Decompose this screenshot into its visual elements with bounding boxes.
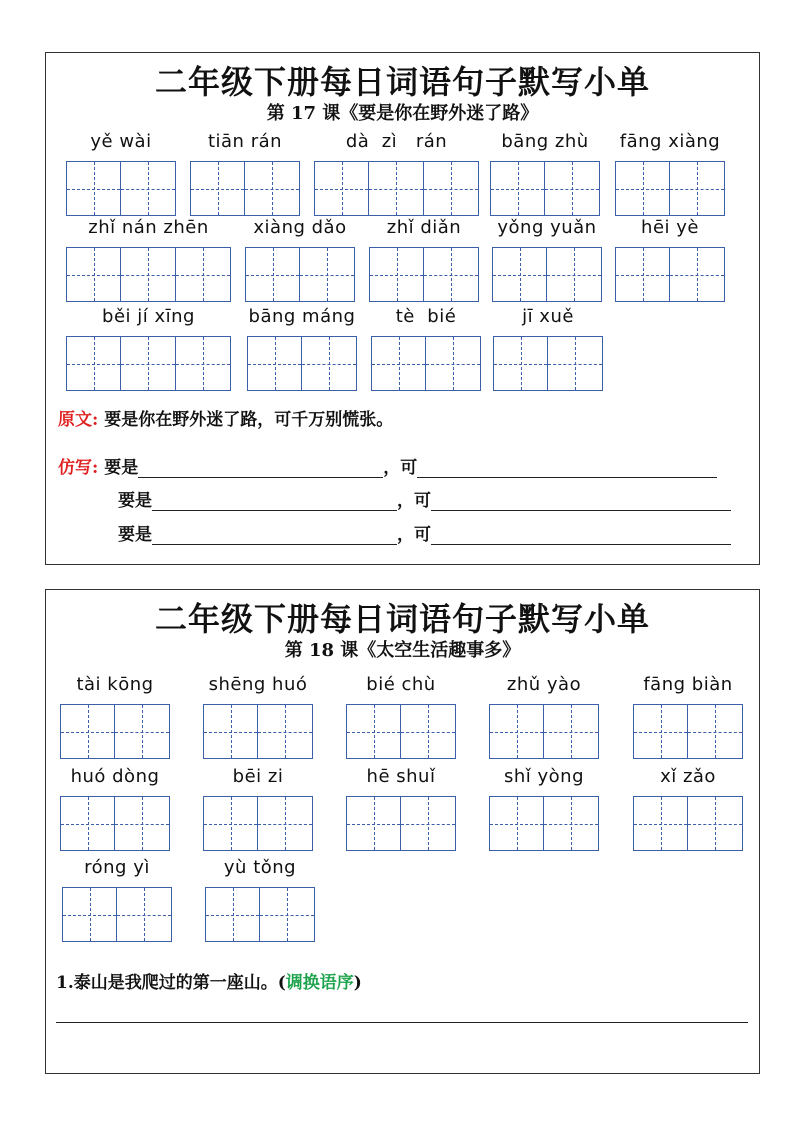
imitate-start: 要是 [118,491,152,511]
answer-blank[interactable] [138,459,383,478]
tianzige-grid[interactable] [346,704,456,759]
lesson-title: 第 17 课《要是你在野外迷了路》 [266,103,539,124]
pinyin-label: shǐ yòng [503,766,584,787]
pinyin-label: tè bié [395,306,457,327]
pinyin-label: zhǔ yào [506,674,582,695]
worksheet-title: 二年级下册每日词语句子默写小单 [154,600,650,638]
original-label: 原文: [58,410,99,430]
pinyin-label: dà zì rán [345,131,448,152]
pinyin-label: fāng biàn [643,674,733,695]
pinyin-label: yù tǒng [223,857,297,878]
tianzige-grid[interactable] [489,796,599,851]
imitate-mid: ，可 [397,491,431,511]
pinyin-label: tiān rán [207,131,283,152]
tianzige-grid[interactable] [190,161,300,216]
pinyin-label: bēi zi [232,766,284,787]
original-sentence [58,405,393,430]
tianzige-grid[interactable] [369,247,479,302]
worksheet-title: 二年级下册每日词语句子默写小单 [154,63,650,101]
tianzige-grid[interactable] [203,704,313,759]
answer-blank[interactable] [417,459,717,478]
pinyin-label: xiàng dǎo [253,217,347,238]
tianzige-grid[interactable] [633,796,743,851]
answer-blank[interactable] [431,526,731,545]
question-text: 1.泰山是我爬过的第一座山。( [56,973,286,993]
pinyin-label: yǒng yuǎn [497,217,597,238]
tianzige-grid[interactable] [66,247,231,302]
original-text: 要是你在野外迷了路，可千万别慌张。 [104,410,394,430]
worksheet-card-lesson-17 [45,52,760,565]
pinyin-label: róng yì [84,857,150,878]
pinyin-label: bāng zhù [501,131,589,152]
pinyin-label: xǐ zǎo [660,766,716,787]
pinyin-label: yě wài [90,131,152,152]
tianzige-grid[interactable] [205,887,315,942]
tianzige-grid[interactable] [492,247,602,302]
tianzige-grid[interactable] [493,336,603,391]
question [56,968,362,993]
imitate-row [118,520,731,545]
tianzige-grid[interactable] [247,336,357,391]
imitate-mid: ，可 [383,458,418,478]
imitate-label: 仿写: [58,458,99,478]
tianzige-grid[interactable] [66,161,176,216]
imitate-row [58,453,717,478]
tianzige-grid[interactable] [489,704,599,759]
pinyin-label: zhǐ diǎn [386,217,462,238]
tianzige-grid[interactable] [62,887,172,942]
imitate-mid: ，可 [397,525,431,545]
pinyin-label: huó dòng [70,766,160,787]
lesson-title: 第 18 课《太空生活趣事多》 [284,640,521,661]
pinyin-label: bié chù [366,674,436,695]
pinyin-label: jī xuě [522,306,574,327]
tianzige-grid[interactable] [615,247,725,302]
pinyin-label: běi jí xīng [102,306,195,327]
pinyin-label: hē shuǐ [366,766,436,787]
worksheet-card-lesson-18 [45,589,760,1074]
tianzige-grid[interactable] [371,336,481,391]
imitate-row [118,486,731,511]
imitate-start: 要是 [104,458,139,478]
tianzige-grid[interactable] [490,161,600,216]
tianzige-grid[interactable] [245,247,355,302]
answer-blank[interactable] [152,492,397,511]
tianzige-grid[interactable] [314,161,479,216]
tianzige-grid[interactable] [66,336,231,391]
tianzige-grid[interactable] [60,796,170,851]
pinyin-label: zhǐ nán zhēn [88,217,209,238]
tianzige-grid[interactable] [60,704,170,759]
answer-blank[interactable] [152,526,397,545]
question-hint: 调换语序 [285,973,354,993]
answer-blank[interactable] [431,492,731,511]
pinyin-label: bāng máng [248,306,356,327]
answer-line[interactable] [56,1022,748,1023]
tianzige-grid[interactable] [203,796,313,851]
pinyin-label: hēi yè [641,217,699,238]
question-close: ) [353,973,362,993]
imitate-start: 要是 [118,525,152,545]
pinyin-label: shēng huó [208,674,308,695]
pinyin-label: tài kōng [76,674,154,695]
tianzige-grid[interactable] [346,796,456,851]
tianzige-grid[interactable] [633,704,743,759]
pinyin-label: fāng xiàng [619,131,721,152]
tianzige-grid[interactable] [615,161,725,216]
